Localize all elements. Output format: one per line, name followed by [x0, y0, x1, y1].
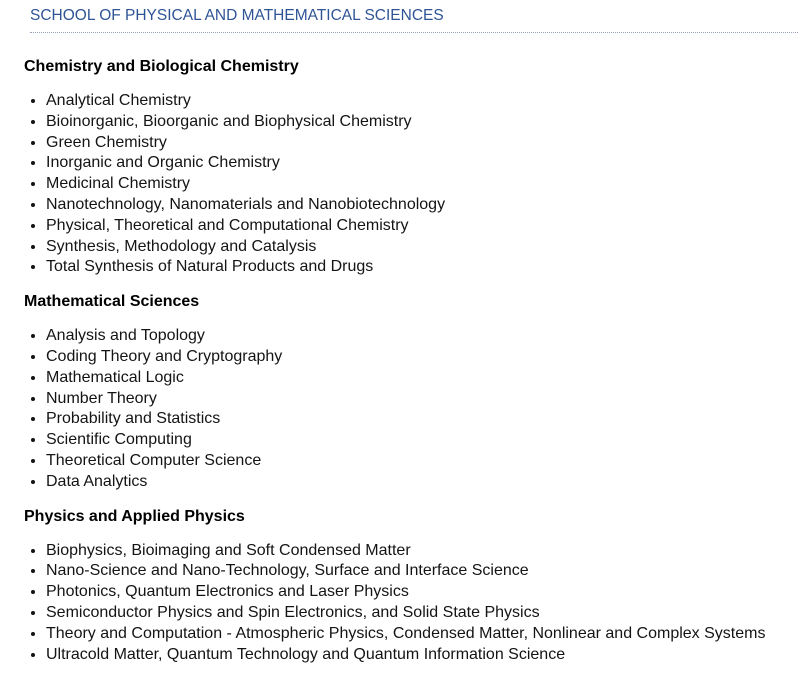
section-list [24, 541, 790, 666]
list-item: • Theory and Computation - Atmospheric Physics, Condensed Matter, Nonlinear and Complex Systems [46, 624, 790, 645]
sections-container [24, 33, 790, 665]
list-item: • Total Synthesis of Natural Products and Drugs [46, 257, 790, 278]
section-heading: Mathematical Sciences [24, 293, 200, 311]
list-item: • Analysis and Topology [46, 326, 790, 347]
list-item: • Bioinorganic, Bioorganic and Biophysical Chemistry [46, 112, 790, 133]
list-item: • Ultracold Matter, Quantum Technology and Quantum Information Science [46, 645, 790, 666]
section-list [24, 326, 790, 492]
list-item: • Mathematical Logic [46, 368, 790, 389]
page-title-link[interactable]: SCHOOL OF PHYSICAL AND MATHEMATICAL SCIENCES [30, 7, 444, 24]
page-header [30, 6, 798, 33]
list-item: • Medicinal Chemistry [46, 174, 790, 195]
list-item: • Nanotechnology, Nanomaterials and Nanobiotechnology [46, 195, 790, 216]
list-item: • Probability and Statistics [46, 409, 790, 430]
list-item: • Scientific Computing [46, 430, 790, 451]
page [0, 6, 800, 665]
list-item: • Data Analytics [46, 472, 790, 493]
section-list [24, 91, 790, 278]
list-item: • Biophysics, Bioimaging and Soft Condensed Matter [46, 541, 790, 562]
list-item: • Physical, Theoretical and Computational Chemistry [46, 216, 790, 237]
list-item: • Theoretical Computer Science [46, 451, 790, 472]
list-item: • Green Chemistry [46, 133, 790, 154]
section-heading: Chemistry and Biological Chemistry [24, 58, 299, 75]
list-item: • Semiconductor Physics and Spin Electronics, and Solid State Physics [46, 603, 790, 624]
list-item: • Synthesis, Methodology and Catalysis [46, 237, 790, 258]
list-item: • Coding Theory and Cryptography [46, 347, 790, 368]
section-heading: Physics and Applied Physics [24, 507, 245, 525]
list-item: • Photonics, Quantum Electronics and Laser Physics [46, 582, 790, 603]
list-item: • Number Theory [46, 389, 790, 410]
list-item: • Analytical Chemistry [46, 91, 790, 112]
list-item: • Inorganic and Organic Chemistry [46, 153, 790, 174]
list-item: • Nano-Science and Nano-Technology, Surface and Interface Science [46, 561, 790, 582]
